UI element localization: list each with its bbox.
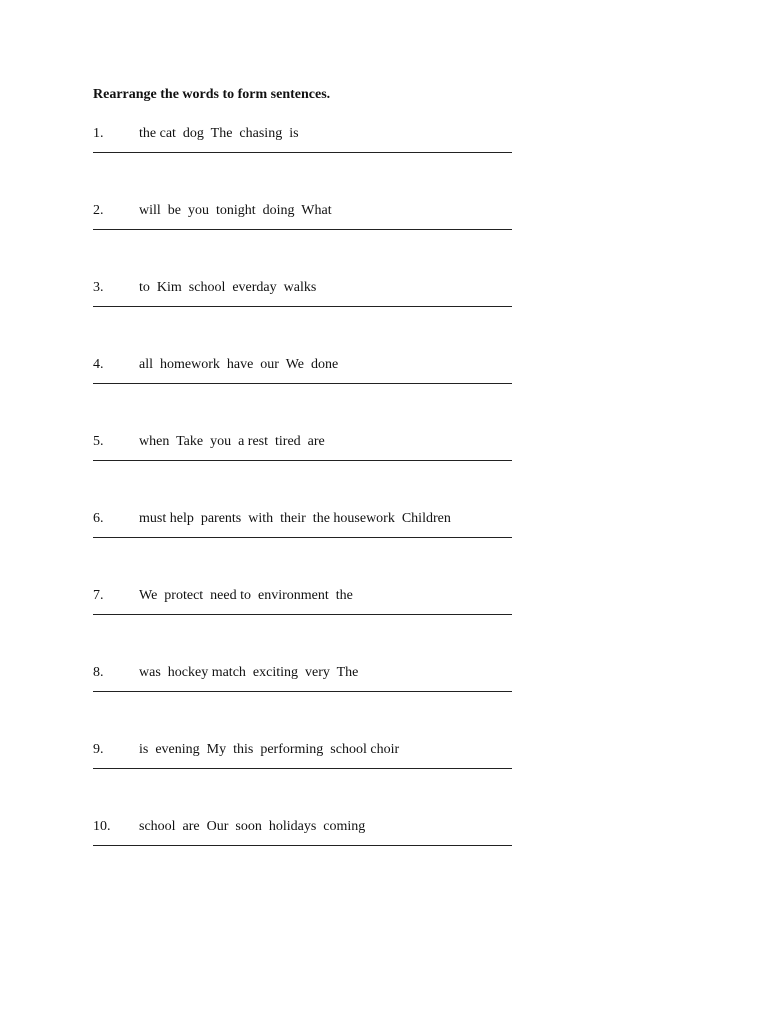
question-item <box>93 819 513 859</box>
question-number: 7. <box>93 588 104 603</box>
question-number: 9. <box>93 742 104 757</box>
scrambled-words: all homework have our We done <box>139 357 339 372</box>
answer-line[interactable] <box>93 537 512 538</box>
question-number: 6. <box>93 511 104 526</box>
question-number: 4. <box>93 357 104 372</box>
scrambled-words: the cat dog The chasing is <box>139 126 299 141</box>
question-number: 10. <box>93 819 111 834</box>
question-number: 3. <box>93 280 104 295</box>
scrambled-words: to Kim school everday walks <box>139 280 317 295</box>
question-number: 8. <box>93 665 104 680</box>
worksheet-instruction: Rearrange the words to form sentences. <box>93 87 331 102</box>
question-item <box>93 511 513 551</box>
answer-line[interactable] <box>93 845 512 846</box>
question-item <box>93 357 513 397</box>
question-item <box>93 203 513 243</box>
answer-line[interactable] <box>93 383 512 384</box>
question-item <box>93 665 513 705</box>
scrambled-words: when Take you a rest tired are <box>139 434 325 449</box>
answer-line[interactable] <box>93 691 512 692</box>
scrambled-words: school are Our soon holidays coming <box>139 819 366 834</box>
question-number: 2. <box>93 203 104 218</box>
question-number: 1. <box>93 126 104 141</box>
answer-line[interactable] <box>93 768 512 769</box>
scrambled-words: must help parents with their the housework Children <box>139 511 451 526</box>
question-item <box>93 280 513 320</box>
scrambled-words: We protect need to environment the <box>139 588 353 603</box>
question-item <box>93 742 513 782</box>
scrambled-words: is evening My this performing school choir <box>139 742 400 757</box>
answer-line[interactable] <box>93 306 512 307</box>
answer-line[interactable] <box>93 614 512 615</box>
answer-line[interactable] <box>93 460 512 461</box>
scrambled-words: was hockey match exciting very The <box>139 665 359 680</box>
question-number: 5. <box>93 434 104 449</box>
scrambled-words: will be you tonight doing What <box>139 203 332 218</box>
question-item <box>93 588 513 628</box>
answer-line[interactable] <box>93 152 512 153</box>
answer-line[interactable] <box>93 229 512 230</box>
question-item <box>93 434 513 474</box>
question-item <box>93 126 513 166</box>
